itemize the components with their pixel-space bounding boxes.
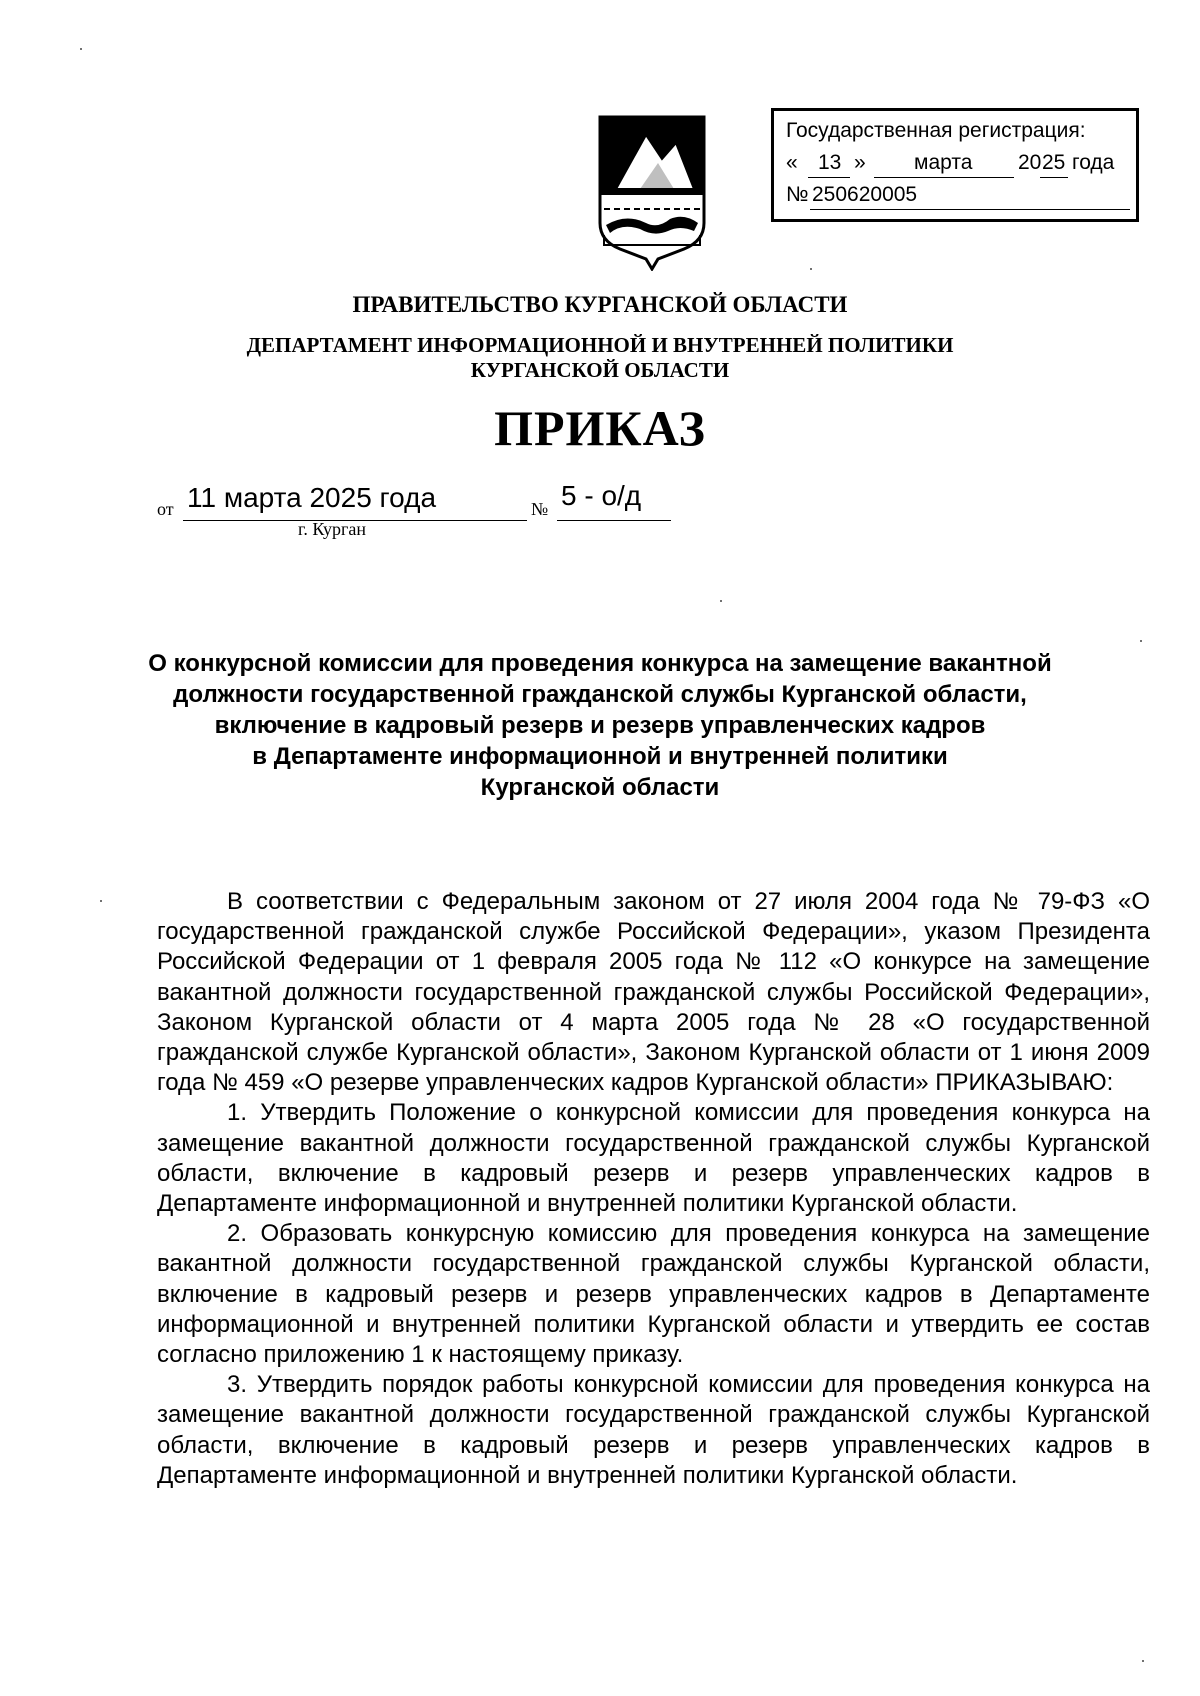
scan-speck: [1140, 640, 1142, 642]
registration-stamp: [771, 108, 1139, 222]
stamp-day-open-quote: «: [786, 151, 798, 174]
order-number-label: №: [531, 499, 549, 519]
title-line: О конкурсной комиссии для проведения конкурса на замещение вакантной: [148, 650, 1052, 677]
coat-of-arms-emblem: [596, 113, 708, 271]
scan-speck: [80, 48, 82, 50]
stamp-year-suffix: 25: [1042, 151, 1066, 174]
department-heading-line-1: ДЕПАРТАМЕНТ ИНФОРМАЦИОННОЙ И ВНУТРЕННЕЙ ПОЛИТИКИ: [246, 333, 954, 357]
order-item-2: 2. Образовать конкурсную комиссию для проведения конкурса на замещение вакантной должности государственной гражданской службы Курганской области, включение в кадровый резерв и резерв управленческих кадров в Департаменте информационной и внутренней политики Курганской области и утвердить ее состав согласно приложению 1 к настоящему приказу.: [157, 1220, 1150, 1369]
stamp-number: 250620005: [812, 183, 918, 206]
date-handwritten: 11 марта 2025 года: [187, 482, 437, 513]
stamp-year-prefix: 20: [1018, 151, 1042, 174]
stamp-year-word: года: [1072, 151, 1115, 174]
order-body: [157, 887, 1150, 1491]
stamp-day-close-quote: »: [854, 151, 866, 174]
city-label: г. Курган: [298, 519, 367, 539]
scan-speck: [720, 600, 722, 602]
title-line: Курганской области: [480, 774, 720, 801]
title-line: в Департаменте информационной и внутренней политики: [252, 743, 948, 770]
order-item-3: 3. Утвердить порядок работы конкурсной комиссии для проведения конкурса на замещение вакантной должности государственной гражданской службы Курганской области, включение в кадровый резерв и резерв управленческих кадров в Департаменте информационной и внутренней политики Курганской области.: [157, 1371, 1150, 1489]
stamp-number-label: №: [786, 183, 809, 206]
government-heading: ПРАВИТЕЛЬСТВО КУРГАНСКОЙ ОБЛАСТИ: [352, 292, 848, 317]
stamp-day: 13: [818, 151, 842, 174]
document-type-heading: ПРИКАЗ: [494, 400, 706, 456]
preamble-paragraph: В соответствии с Федеральным законом от 27 июля 2004 года № 79-ФЗ «О государственной гражданской службе Российской Федерации», указом Президента Российской Федерации от 1 февраля 2005 года № 112 «О конкурсе на замещение вакантной должности государственной гражданской службы Российской Федерации», Законом Курганской области от 4 марта 2005 года № 28 «О государственной гражданской службе Курганской области», Законом Курганской области от 1 июня 2009 года № 459 «О резерве управленческих кадров Курганской области» ПРИКАЗЫВАЮ:: [157, 888, 1150, 1097]
stamp-title: Государственная регистрация:: [786, 119, 1086, 142]
order-item-1: 1. Утвердить Положение о конкурсной комиссии для проведения конкурса на замещение вакантной должности государственной гражданской службы Курганской области, включение в кадровый резерв и резерв управленческих кадров в Департаменте информационной и внутренней политики Курганской области.: [157, 1099, 1150, 1218]
scan-speck: [1142, 1660, 1144, 1662]
scan-speck: [810, 268, 812, 270]
scan-speck: [100, 900, 102, 902]
order-number-handwritten: 5 - о/д: [561, 480, 642, 511]
title-line: должности государственной гражданской службы Курганской области,: [173, 681, 1027, 708]
title-line: включение в кадровый резерв и резерв управленческих кадров: [214, 712, 986, 739]
stamp-month: марта: [914, 151, 973, 174]
department-heading-line-2: КУРГАНСКОЙ ОБЛАСТИ: [470, 358, 730, 382]
order-subject-title: [130, 648, 1070, 803]
date-line: [157, 482, 677, 542]
date-from-label: от: [157, 499, 174, 519]
